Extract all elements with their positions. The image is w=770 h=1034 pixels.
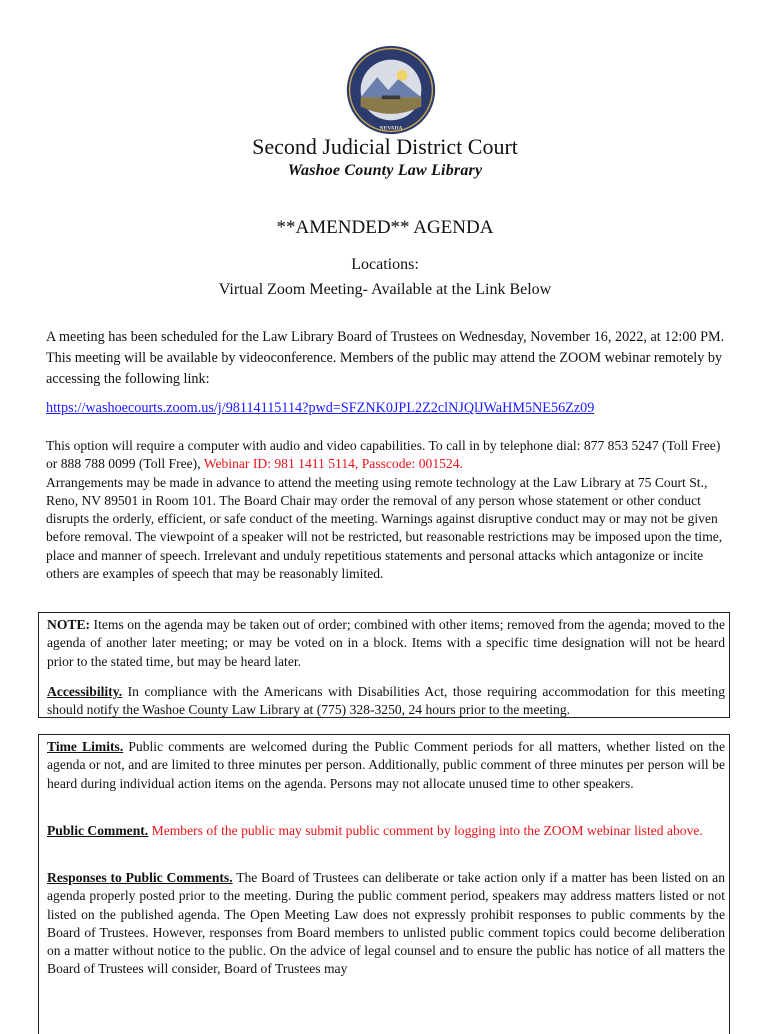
arrangements-text: Arrangements may be made in advance to attend the meeting using remote technology at the Law Library at 75 Court St., Reno, NV 89501 in Room 101. The Board Chair may order the removal of any person whose statement or other conduct disrupts the orderly, efficient, or safe conduct of the meeting. Warnings against disruptive conduct may or may not be given before removal. The viewpoint of a speaker will not be restricted, but reasonable restrictions may be imposed upon the time, place and manner of speech. Irrelevant and unduly repetitious statements and personal attacks which antagonize or incite others are examples of speech that may be reasonably limited. <box>46 474 723 582</box>
note-paragraph <box>47 616 725 671</box>
time-limits-paragraph <box>47 738 725 793</box>
time-limits-text: Public comments are welcomed during the Public Comment periods for all matters, whether listed on the agenda or not, and are limited to three minutes per person. Additionally, public comment of three minutes per person will be heard during individual action items on the agenda. Persons may not allocate unused time to other speakers. <box>47 739 725 791</box>
intro-paragraph: A meeting has been scheduled for the Law Library Board of Trustees on Wednesday, November 16, 2022, at 12:00 PM. This meeting will be available by videoconference. Members of the public may attend the ZOOM webinar remotely by accessing the following link: <box>46 329 725 387</box>
public-comment-label: Public Comment. <box>47 823 149 838</box>
responses-text: The Board of Trustees can deliberate or take action only if a matter has been listed on an agenda properly posted prior to the meeting. During the public comment period, speakers may address matters listed or not listed on the published agenda. The Open Meeting Law does not expressly prohibit responses to public comments by the Board of Trustees. However, responses from Board members to unlisted public comment topics could become deliberation on a matter without notice to the public. On the advice of legal counsel and to ensure the public has notice of all matters the Board of Trustees will consider, Board of Trustees may <box>47 870 725 977</box>
public-comment-text: Members of the public may submit public comment by logging into the ZOOM webinar listed above. <box>148 823 703 838</box>
webinar-id-text: Webinar ID: 981 1411 5114, Passcode: 001524. <box>203 456 463 472</box>
svg-text:NEVADA: NEVADA <box>379 125 403 132</box>
zoom-meeting-link[interactable]: https://washoecourts.zoom.us/j/98114115114?pwd=SFZNK0JPL2Z2clNJQlJWaHM5NE56Zz09 <box>46 400 595 416</box>
call-in-text: This option will require a computer with audio and video capabilities. To call in by telephone dial: 877 853 5247 (Toll Free) or 888 788 0099 (Toll Free), <box>46 438 721 472</box>
location-virtual: Virtual Zoom Meeting- Available at the Link Below <box>218 281 552 298</box>
accessibility-paragraph <box>47 683 725 720</box>
public-comment-paragraph <box>47 822 725 840</box>
locations-label: Locations: <box>351 256 419 273</box>
accessibility-text: In compliance with the Americans with Disabilities Act, those requiring accommodation for this meeting should notify the Washoe County Law Library at (775) 328-3250, 24 hours prior to the meeting. <box>47 684 725 718</box>
call-in-paragraph <box>46 437 730 583</box>
library-name: Washoe County Law Library <box>287 162 483 179</box>
time-limits-label: Time Limits. <box>47 739 124 754</box>
responses-paragraph <box>47 869 725 979</box>
nevada-state-seal <box>345 44 437 136</box>
agenda-title: **AMENDED** AGENDA <box>276 217 494 238</box>
court-name: Second Judicial District Court <box>252 134 518 159</box>
note-text: Items on the agenda may be taken out of order; combined with other items; removed from the agenda; moved to the agenda of another later meeting; or may be voted on in a block. Items with a specific time designation will not be heard prior to the stated time, but may be heard later. <box>47 617 725 669</box>
notice-box <box>38 612 730 718</box>
note-label: NOTE: <box>47 617 91 632</box>
responses-label: Responses to Public Comments. <box>47 870 233 885</box>
public-comment-box <box>38 734 730 1034</box>
accessibility-label: Accessibility. <box>47 684 123 699</box>
